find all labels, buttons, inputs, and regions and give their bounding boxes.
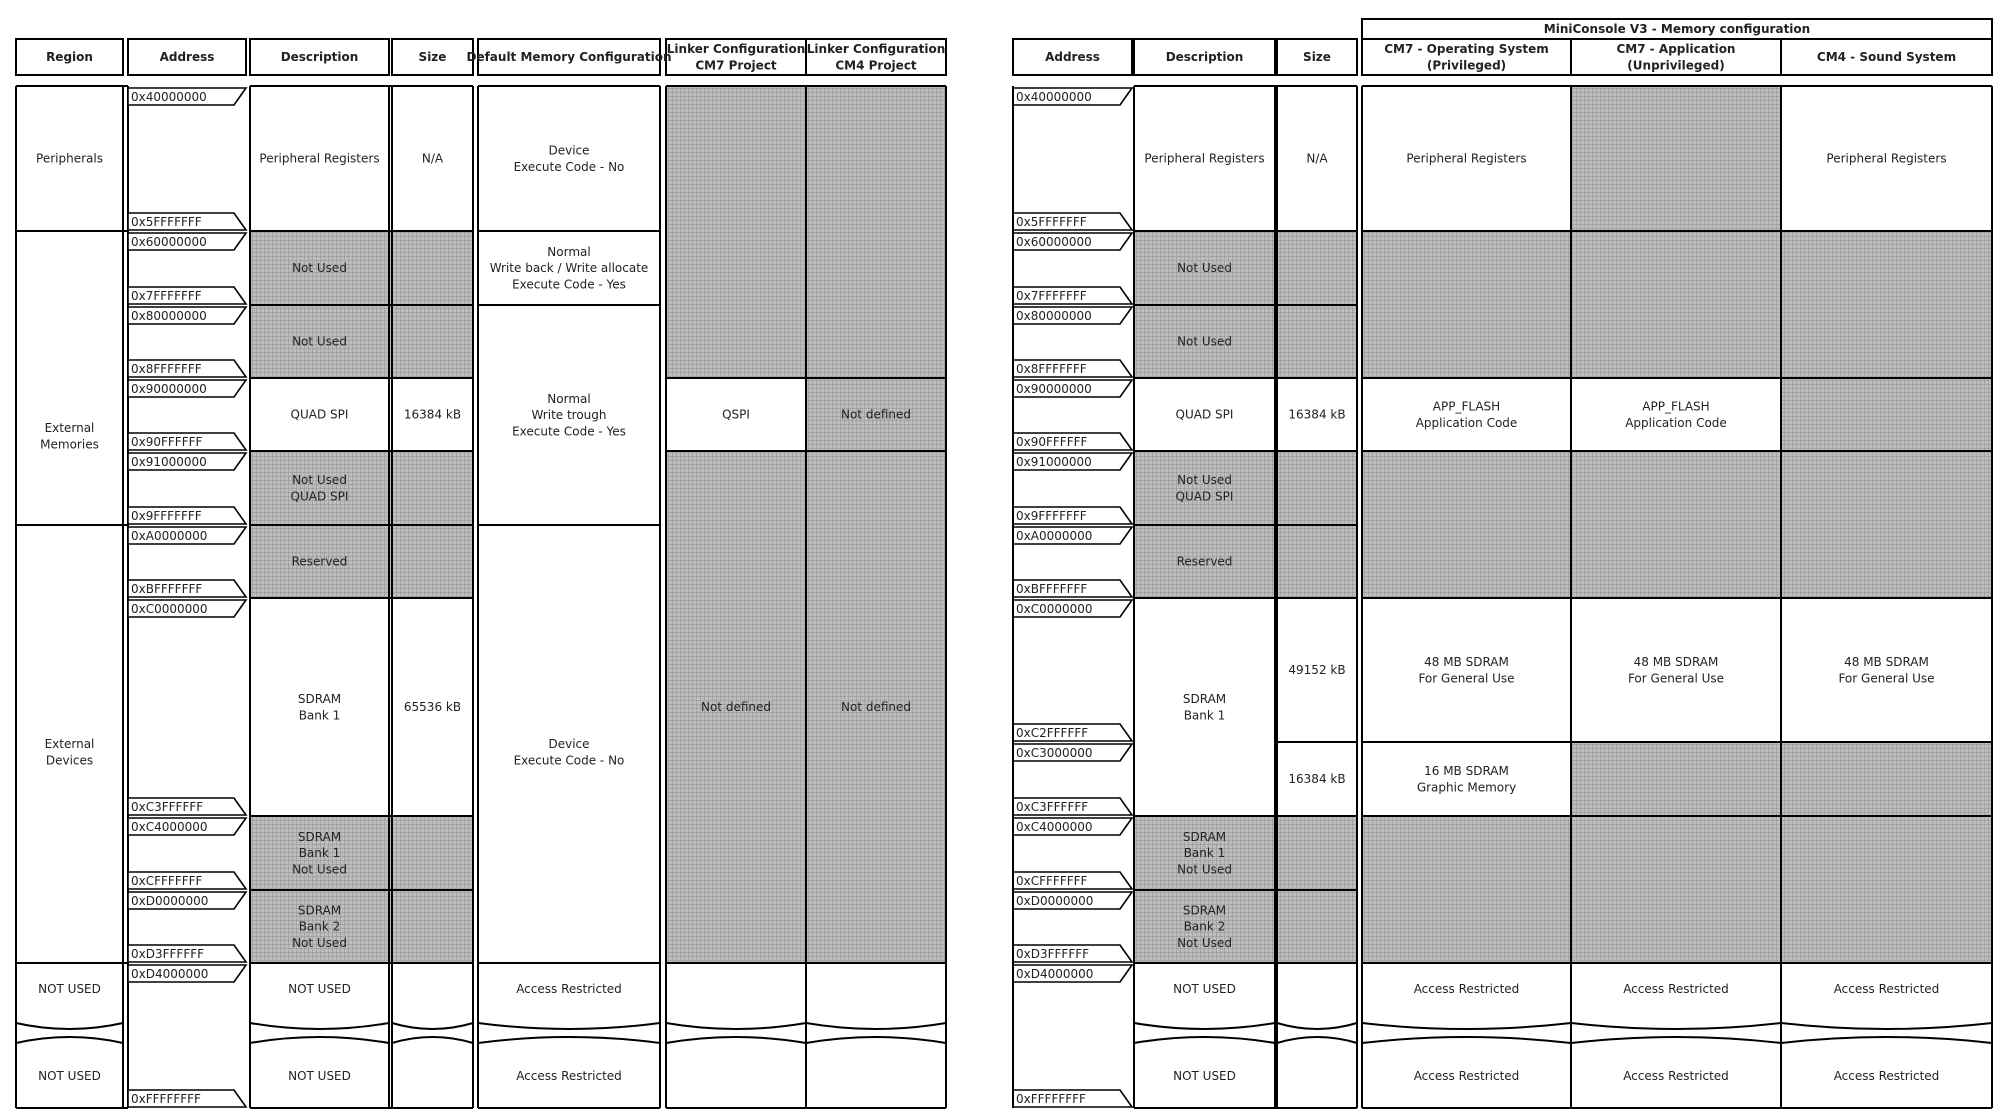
right-address-end-4: 0x9FFFFFFF: [1016, 509, 1087, 523]
left-hatch-desc: [250, 231, 473, 305]
left-break-cm4-b: [806, 1037, 946, 1043]
left-size-0: N/A: [421, 151, 444, 166]
left-region-peripherals: Peripherals: [36, 151, 103, 166]
left-break-def-b: [478, 1037, 660, 1043]
right-address-end-1: 0x7FFFFFFF: [1016, 289, 1087, 303]
right-description-10: NOT USED: [1173, 1069, 1236, 1084]
right-group-title: MiniConsole V3 - Memory configuration: [1543, 22, 1811, 37]
right-size-1: 16384 kB: [1288, 407, 1346, 422]
right-address-start-6: 0xC0000000: [1016, 602, 1093, 616]
right-os-5: Access Restricted: [1413, 1069, 1520, 1084]
left-address-end-9: 0xFFFFFFFF: [131, 1092, 201, 1106]
left-address-end-6: 0xC3FFFFFF: [131, 800, 204, 814]
left-address-end-3: 0x90FFFFFF: [131, 435, 203, 449]
right-address-start-8: 0xC4000000: [1016, 820, 1093, 834]
left-break-desc-a: [250, 1023, 389, 1029]
right-description-6: SDRAM Bank 1: [1182, 692, 1227, 723]
right-app-3: Access Restricted: [1623, 1069, 1729, 1084]
left-address-end-1: 0x7FFFFFFF: [131, 289, 202, 303]
right-description-7: SDRAM Bank 1 Not Used: [1177, 830, 1232, 877]
right-address-start-9: 0xD0000000: [1016, 894, 1094, 908]
right-break-size-a: [1277, 1023, 1357, 1029]
left-header-1: Address: [159, 50, 215, 65]
right-address-start-4: 0x91000000: [1016, 455, 1092, 469]
right-os-0: Peripheral Registers: [1406, 151, 1527, 166]
left-header-2: Description: [280, 50, 359, 65]
right-address-end-10: 0xFFFFFFFF: [1016, 1092, 1086, 1106]
right-description-2: Not Used: [1177, 334, 1232, 349]
left-header-4: Default Memory Configuration: [466, 50, 672, 65]
right-hatch-os-b: [1362, 451, 1571, 598]
right-break-app-a: [1571, 1023, 1781, 1029]
left-header-5: Linker Configuration CM7 Project: [666, 42, 806, 73]
right-address-end-8: 0xCFFFFFFF: [1016, 874, 1088, 888]
right-header-3: CM7 - Operating System (Privileged): [1384, 42, 1549, 73]
left-address-start-9: 0xD4000000: [131, 967, 209, 981]
right-description-8: SDRAM Bank 2 Not Used: [1177, 903, 1232, 950]
right-address-end-7: 0xC3FFFFFF: [1016, 800, 1089, 814]
right-app-1: 48 MB SDRAM For General Use: [1627, 655, 1725, 686]
left-default-0: Device Execute Code - No: [513, 143, 625, 174]
left-description-4: Not Used QUAD SPI: [290, 473, 349, 504]
right-break-desc-b: [1134, 1037, 1275, 1043]
right-hatch-cm4-b: [1781, 742, 1992, 963]
left-address-start-3: 0x90000000: [131, 382, 207, 396]
left-hatch-desc: [250, 451, 473, 525]
right-header-5: CM4 - Sound System: [1816, 50, 1957, 65]
left-hatch-desc: [250, 305, 473, 378]
right-hatch-desc: [1134, 525, 1357, 598]
right-address-end-2: 0x8FFFFFFF: [1016, 362, 1087, 376]
left-address-end-8: 0xD3FFFFFF: [131, 947, 205, 961]
left-header-3: Size: [418, 50, 447, 65]
right-address-start-7: 0xC3000000: [1016, 746, 1093, 760]
left-header-0: Region: [46, 50, 93, 65]
left-description-5: Reserved: [291, 554, 348, 569]
right-break-desc-a: [1134, 1023, 1275, 1029]
right-os-4: Access Restricted: [1413, 982, 1520, 997]
left-break-size-a: [392, 1023, 473, 1029]
left-size-2: 65536 kB: [403, 700, 462, 715]
left-hatch-desc: [250, 525, 473, 598]
left-description-10: NOT USED: [288, 1069, 351, 1084]
right-break-app-b: [1571, 1037, 1781, 1043]
left-break-cm4-a: [806, 1023, 946, 1029]
right-address-start-1: 0x60000000: [1016, 235, 1092, 249]
right-app-0: APP_FLASH Application Code: [1625, 399, 1727, 430]
left-address-start-4: 0x91000000: [131, 455, 207, 469]
left-description-8: SDRAM Bank 2 Not Used: [292, 903, 347, 950]
right-description-3: QUAD SPI: [1175, 407, 1234, 422]
left-linker-cm4-1: Not defined: [840, 700, 912, 715]
right-break-size-b: [1277, 1037, 1357, 1043]
left-address-end-7: 0xCFFFFFFF: [131, 874, 203, 888]
left-default-3: Device Execute Code - No: [513, 737, 625, 768]
right-size-3: 16384 kB: [1288, 772, 1346, 787]
left-region-ext-mem: External Memories: [40, 421, 99, 452]
right-break-os-b: [1362, 1037, 1571, 1043]
right-hatch-desc: [1134, 305, 1357, 378]
right-address-start-2: 0x80000000: [1016, 309, 1092, 323]
right-address-start-5: 0xA0000000: [1016, 529, 1093, 543]
right-hatch-cm4-a: [1781, 231, 1992, 598]
right-break-cm4-a: [1781, 1023, 1992, 1029]
left-description-0: Peripheral Registers: [259, 151, 380, 166]
left-address-end-2: 0x8FFFFFFF: [131, 362, 202, 376]
right-header-4: CM7 - Application (Unprivileged): [1616, 42, 1736, 73]
right-cm4-1: 48 MB SDRAM For General Use: [1838, 655, 1935, 686]
right-break-cm4-b: [1781, 1037, 1992, 1043]
left-break-def-a: [478, 1023, 660, 1029]
left-address-start-7: 0xC4000000: [131, 820, 208, 834]
left-header-6: Linker Configuration CM4 Project: [806, 42, 946, 73]
right-hatch-app-b: [1571, 451, 1781, 598]
right-hatch-desc: [1134, 890, 1357, 963]
left-default-4: Access Restricted: [516, 982, 622, 997]
left-address-start-5: 0xA0000000: [131, 529, 208, 543]
left-size-1: 16384 kB: [403, 407, 462, 422]
right-description-5: Reserved: [1176, 554, 1233, 569]
right-address-start-0: 0x40000000: [1016, 90, 1092, 104]
left-description-9: NOT USED: [288, 982, 351, 997]
left-description-2: Not Used: [292, 334, 347, 349]
right-os-2: 48 MB SDRAM For General Use: [1418, 655, 1515, 686]
right-size-2: 49152 kB: [1288, 663, 1346, 678]
left-linker-cm7-1: Not defined: [700, 700, 772, 715]
right-os-1: APP_FLASH Application Code: [1415, 399, 1518, 430]
right-description-1: Not Used: [1177, 261, 1232, 276]
left-linker-cm4-0: Not defined: [840, 407, 912, 422]
right-description-9: NOT USED: [1173, 982, 1236, 997]
left-break-reg-b: [16, 1037, 123, 1043]
right-os-3: 16 MB SDRAM Graphic Memory: [1416, 764, 1517, 795]
right-hatch-desc: [1134, 451, 1357, 525]
right-break-os-a: [1362, 1023, 1571, 1029]
right-hatch-os-a: [1362, 231, 1571, 378]
left-default-2: Normal Write trough Execute Code - Yes: [512, 392, 626, 439]
right-header-2: Size: [1303, 50, 1331, 65]
right-header-0: Address: [1045, 50, 1100, 65]
left-address-start-6: 0xC0000000: [131, 602, 208, 616]
left-break-size-b: [392, 1037, 473, 1043]
right-address-start-10: 0xD4000000: [1016, 967, 1094, 981]
left-address-start-0: 0x40000000: [131, 90, 207, 104]
right-address-end-0: 0x5FFFFFFF: [1016, 215, 1087, 229]
right-address-end-6: 0xC2FFFFFF: [1016, 726, 1089, 740]
right-address-end-3: 0x90FFFFFF: [1016, 435, 1088, 449]
left-description-3: QUAD SPI: [290, 407, 349, 422]
right-address-end-9: 0xD3FFFFFF: [1016, 947, 1090, 961]
left-address-start-1: 0x60000000: [131, 235, 207, 249]
left-break-cm7-b: [666, 1037, 806, 1043]
left-address-end-0: 0x5FFFFFFF: [131, 215, 202, 229]
left-description-1: Not Used: [292, 261, 347, 276]
right-hatch-desc: [1134, 816, 1357, 890]
left-hatch-desc: [250, 890, 473, 963]
left-break-reg-a: [16, 1023, 123, 1029]
right-hatch-desc: [1134, 231, 1357, 305]
left-region-ext-dev: External Devices: [44, 737, 95, 768]
left-region-not-used-2: NOT USED: [38, 1069, 101, 1084]
left-break-cm7-a: [666, 1023, 806, 1029]
right-size-0: N/A: [1306, 151, 1328, 166]
right-address-end-5: 0xBFFFFFFF: [1016, 582, 1088, 596]
left-description-7: SDRAM Bank 1 Not Used: [292, 830, 347, 877]
right-app-2: Access Restricted: [1623, 982, 1729, 997]
right-cm4-3: Access Restricted: [1833, 1069, 1940, 1084]
left-break-desc-b: [250, 1037, 389, 1043]
right-header-1: Description: [1165, 50, 1244, 65]
left-hatch-desc: [250, 816, 473, 890]
left-address-start-2: 0x80000000: [131, 309, 207, 323]
left-description-6: SDRAM Bank 1: [297, 692, 342, 723]
left-region-not-used: NOT USED: [38, 982, 101, 997]
right-cm4-2: Access Restricted: [1833, 982, 1940, 997]
left-default-5: Access Restricted: [516, 1069, 622, 1084]
left-address-end-5: 0xBFFFFFFF: [131, 582, 203, 596]
right-description-4: Not Used QUAD SPI: [1175, 473, 1234, 504]
right-address-start-3: 0x90000000: [1016, 382, 1092, 396]
left-address-start-8: 0xD0000000: [131, 894, 209, 908]
right-hatch-app-c: [1571, 742, 1781, 963]
left-address-end-4: 0x9FFFFFFF: [131, 509, 202, 523]
left-linker-cm7-0: QSPI: [722, 407, 750, 422]
right-description-0: Peripheral Registers: [1144, 151, 1265, 166]
left-default-1: Normal Write back / Write allocate Execute Code - Yes: [489, 245, 649, 292]
right-cm4-0: Peripheral Registers: [1826, 151, 1947, 166]
right-hatch-os-c: [1362, 816, 1571, 963]
